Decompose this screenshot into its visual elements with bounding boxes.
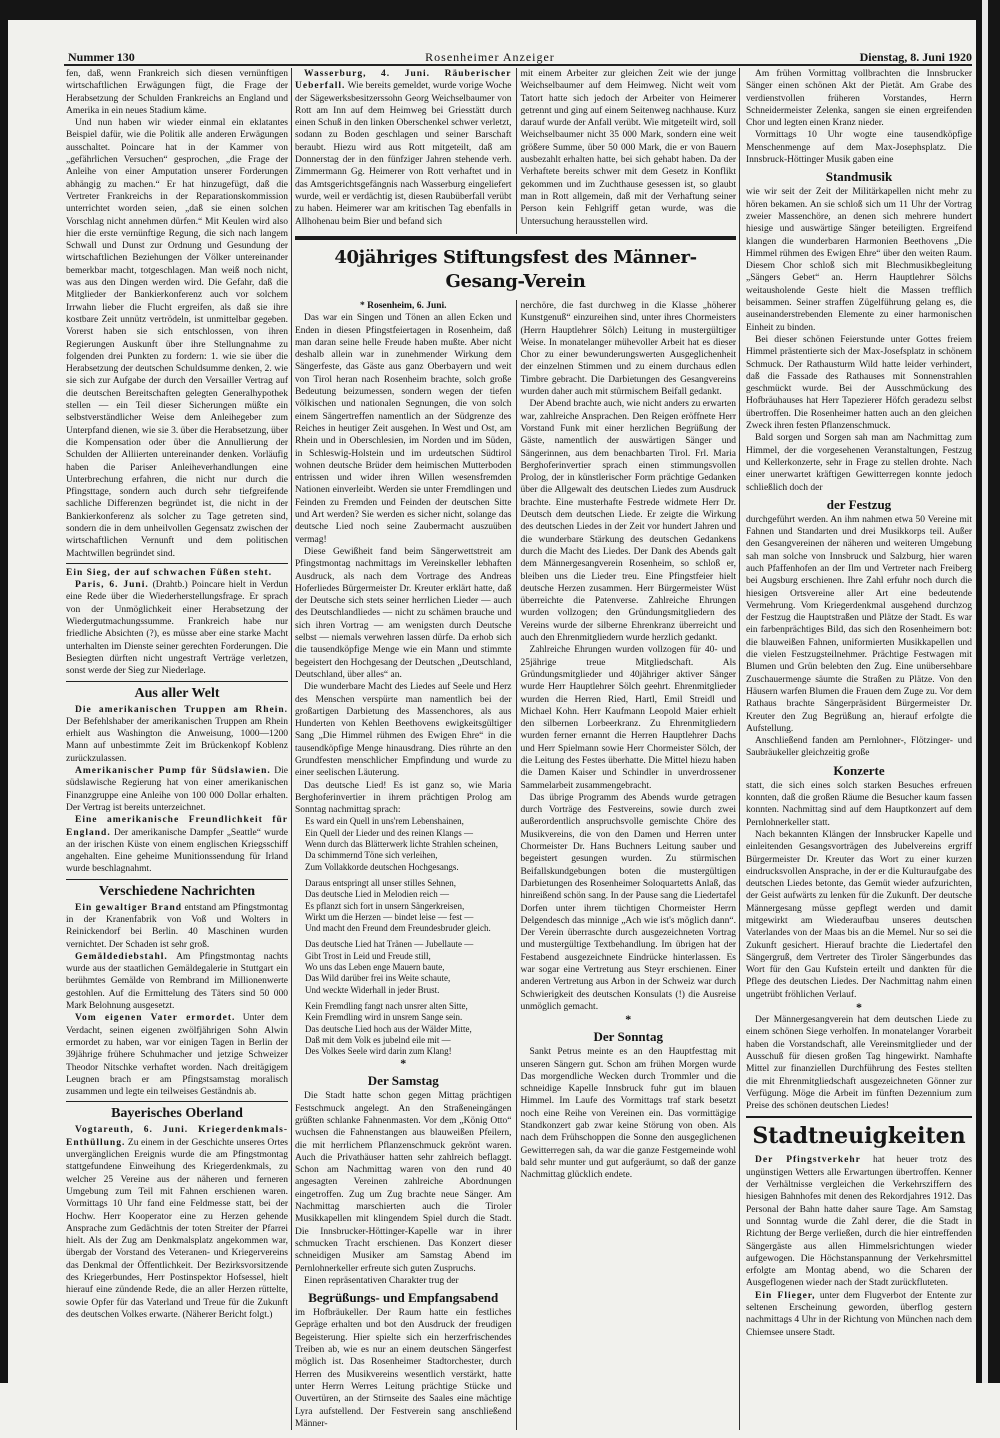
paragraph — [66, 117, 288, 560]
paragraph — [521, 398, 737, 644]
paragraph — [521, 300, 737, 398]
poem-line: Und weckte Widerhall in jeder Brust. — [305, 984, 440, 995]
paragraph-text: Der amerikanische Dampfer „Seattle“ wurde an der irischen Küste von einem englischen Kriegsschiff angehalten. Eine geheime Munitionssendung für Irland wurde beschlagnahmt. — [66, 827, 288, 875]
paragraph-text: durchgeführt werden. An ihm nahmen etwa 50 Vereine mit Fahnen und Standarten und drei Musikkorps teil. Außer den Gesangvereinen der näheren und weiteren Umgebung sah man solche von Innsbruck und Salzburg, hier waren auch Pfaffenhofen an der Ilm und Vertreter nach Freiberg bei Augsburg erschienen. Ihre Zahl erfuhr noch durch die hiesigen Ortsvereine aller Art eine bedeutende Vermehrung. Vom Kriegerdenkmal ausgehend durchzog der Festzug die Hauptstraßen und Plätze der Stadt. Es war ein farbenprächtiges Bild, das sich den Rosenheimern bot: die blauweißen Fahnen, uniformierten Musikkapellen und die vielen Festzugsteilnehmer. Prächtige Festwagen mit Blumen und Grün belebten den Zug. Eine unübersehbare Zuschauermenge säumte die Straßen zu Plätze. Von den Häusern warfen Blumen die Frauen dem Zuge zu. Vor dem Rathaus brachte Sängerpräsident Bürgermeister Dr. Kreuter den Zug Begrüßung an, hierauf erfolgte die Aufstellung. — [746, 514, 972, 734]
page-edge — [982, 0, 988, 1383]
paragraph — [66, 567, 288, 579]
poem-line: Daß mit dem Volk es jubelnd eile mit — — [305, 1034, 451, 1045]
paragraph-text: Der Abend brachte auch, wie nicht anders zu erwarten war, zahlreiche Ansprachen. Den Reigen eröffnete Herr Vorstand Funk mit einer herzlichen Begrüßung der Gäste, namentlich der auswärtigen Sänger und Sängerinnen, aus dem benachbarten Tirol. Frl. Maria Berghoferinvertier sprach einen stimmungsvollen Prolog, der in künstlerischer Form prächtige Gedanken über die Allgewalt des deutschen Liedes zum Ausdruck brachte. Eine musterhafte Festrede widmete Herr Dr. Deutsch dem deutschen Liede. Er zeigte die Wirkung des deutschen Liedes in der Zeit vor hundert Jahren und die wunderbare Stärkung des deutschen Gedankens durch die Macht des Liedes. Der Dank des Abends galt dem Männergesangverein Rosenheim, so schloß er, bleiben uns die Lieder treu. Eine Pfingstfeier hielt deutsche Herzen zusammen. Herr Bürgermeister Wüst überreichte die Patenverse. Zahlreiche Ehrungen wurden vollzogen; den Gründungsmitgliedern des Vereins wurde der silberne Ehrenkranz überreicht und auch den Ehrenmitgliedern wurde herzlich gedankt. — [520, 399, 736, 644]
paragraph-text: Unter dem Verdacht, seinen eigenen zwölfjährigen Sohn Alwin ermordet zu haben, war vor einigen Tagen in Berlin der 39jährige frühere Schuhmacher und jetzige Schweizer Theodor Nitschke verhaftet worden. Nach dreitägigem Leugnen brach er am Pfingstsamstag moralisch zusammen und legte ein teilweises Geständnis ab. — [66, 1013, 288, 1098]
paragraph — [66, 814, 288, 875]
paragraph-text: Am frühen Vormittag vollbrachten die Innsbrucker Sänger einen schönen Akt der Pietät. Am Grabe des verdienstvollen früheren Vorstandes, Herrn Schneidermeister Zelenka, sangen sie einen ergreifenden Chor und legten einen Kranz nieder. — [746, 69, 972, 129]
paragraph — [66, 765, 288, 814]
paragraph-text: Bald sorgen und Sorgen sah man am Nachmittag zum Himmel, der die vorgesehenen Veranstaltungen, Festzug und Kellerkonzerte, sehr in Frage zu stellen drohte. Nach einer unerwartet kräftigen Gewitterregen konnte jedoch schließlich doch der — [746, 433, 972, 493]
poem-line: Da schimmernd Töne sich verleihen, — [305, 850, 438, 861]
poem — [295, 816, 512, 1057]
paragraph — [521, 68, 737, 228]
paragraph-text: hat heuer trotz des ungünstigen Wetters alle Erwartungen übertroffen. Kenner der Verhältnisse vergleichen die Verkehrsziffern des hiesigen Bahnhofes mit denen des Rekordjahres 1912. Das Personal der Bahn hatte daher saure Tage. Am Samstag und Sonntag wurde die Zahl derer, die die Stadt in Richtung der Berge verließen, durch die hier eintreffenden Sängergäste aus allen Himmelsrichtungen wieder aufgewogen. Die Höchstanspannung der Verkehrsmittel erfolgte am Montag abend, wo die Scharen der Ausgeflogenen wieder nach der Stadt zurückfluteten. — [746, 1155, 973, 1289]
paragraph-text: Der Befehlshaber der amerikanischen Truppen am Rhein erhielt aus Washington die Anweisung, 1000—1200 Mann auf unbestimmte Zeit im Brückenkopf Koblenz zurückzulassen. — [66, 716, 288, 764]
paragraph — [746, 432, 972, 493]
middle-columns — [291, 68, 740, 1430]
paragraph-text: nerchöre, die fast durchweg in die Klasse „höherer Kunstgenuß“ einzureihen sind, unter ihres Chormeisters (Herrn Hauptlehrer Sölch) Leitung in mustergültiger Weise. In monatelanger mühevoller Arbeit hat es dieser Chor zu einer bewunderungswerten Ausgeglichenheit der einzelnen Stimmen und zu einem durchaus edlen Timbre gebracht. Die Darbietungen des Gesangvereins wurden daher auch mit stürmischem Beifall gedankt. — [520, 301, 736, 398]
scan-right-border — [976, 0, 1000, 1383]
paragraph — [66, 902, 288, 951]
paragraph-lead: Wasserburg, 4. Juni. Räuberischer Ueberfall. — [295, 69, 512, 92]
poem-line: Wo uns das Leben enge Mauern baute, — [305, 962, 445, 973]
poem-line: Wirkt um die Herzen — bindet leise — fest — — [305, 911, 474, 922]
paragraph-text: Der Männergesangverein hat dem deutschen Liede zu einem schönen Siege verholfen. In monatelanger Vorarbeit haben die Vorstandschaft, alle Vereinsmitglieder und der Ausschuß für diesen großen Tag hingewirkt. Namhafte Mittel zur finanziellen Durchführung des Festes stellten die mit Ehrenmitgliedschaft ausgezeichneten Gönner zur Verfügung. Möge die Arbeit im fünften Dezennium zum Preise des schönen deutschen Liedes! — [746, 1015, 972, 1112]
paragraph-text: Einen repräsentativen Charakter trug der — [304, 1275, 459, 1286]
paragraph-text: fen, daß, wenn Frankreich sich diesen vernünftigen wirtschaftlichen Erwägungen fügt, die Frage der Herabsetzung der Schulden Frankreichs an England und Amerika in ein neues Stadium käme. — [66, 69, 288, 116]
headline-rule — [295, 236, 736, 240]
paragraph-lead: Vom eigenen Vater ermordet. — [75, 1013, 236, 1024]
poem-line: Kein Fremdling wird in unsrem Sange sein. — [305, 1012, 463, 1023]
article-stiftungsfest-column-2 — [516, 300, 737, 1430]
stadtneuigkeiten-heading: Stadtneuigkeiten — [752, 1123, 966, 1150]
headline: 40jähriges Stiftungsfest des Männer-Gesang-Verein — [334, 247, 697, 292]
paragraph — [521, 1046, 737, 1181]
section-divider — [66, 1101, 288, 1102]
paragraph — [66, 68, 288, 117]
paragraph-lead: Die amerikanischen Truppen am Rhein. — [75, 704, 288, 715]
paragraph — [746, 1014, 972, 1112]
paragraph — [66, 951, 288, 1012]
paragraph-lead: Ein Sieg, der auf schwachen Füßen steht. — [66, 567, 273, 578]
poem-line: Das deutsche Lied hat Tränen — Jubellaute — — [305, 939, 474, 950]
paragraph-text: Und nun haben wir wieder einmal ein eklatantes Beispiel dafür, wie die Politik alle anderen Erwägungen ausschaltet. Poincare hat in der Kammer von „gefährlichen Versuchen“ gesprochen, „die Frage der Anleihe von einer Amputation unserer Forderungen abhängig zu machen.“ Er hat hinzugefügt, daß die Vertreter Frankreichs in der Reparationskommission unterrichtet worden seien, „daß sie einen solchen Vorschlag nicht annehmen dürfen.“ Mit Keulen wird also hier die erste vernünftige Regung, die sich nach langem Schwall und Dunst zur Ordnung und Gesundung der wirtschaftlichen Beziehungen der Völker untereinander bemerkbar macht, totgeschlagen. Man weiß noch nicht, was aus den Dingen werden wird. Die Gefahr, daß die Mitglieder der Bankierkonferenz auch vor solchem Irrwahn lieber die Flucht ergreifen, als daß sie ihre kostbare Zeit unnütz vertrödeln, ist unmittelbar gegeben. Vorerst haben sie sich entschlossen, von ihren Regierungen Auskunft über ihre Stellungnahme zu folgenden drei Punkten zu fordern: 1. wie sie über die Herabsetzung der deutschen Schuldsumme denken, 2. wie sie sich zur Aufgabe der durch den Versailler Vertrag auf die deutschen Bereitschaften gelegten Generalhypothek stellen — ein Teil dieser Sicherungen müßte ein selbstverständlicher Weise dem Anleihegeber zum Unterpfand dienen, wie sie 3. über die Herabsetzung, über die Kompensation oder über die Annullierung der Schulden der Alliierten untereinander denken. Vorläufig haben die Pariser Anleiheverhandlungen eine Unterbrechung erfahren, die nicht nur durch die Pfingsttage, sondern auch durch sehr tiefgreifende sachliche Differenzen begründet ist, die nicht in der Bankierkonferenz als solcher zu Tage getreten sind, sondern die in dem unheilvollen Gegensatz zwischen der wirtschaftlichen Vernunft und dem politischen Machtwillen begründet sind. — [66, 118, 288, 559]
poem-line: Ein Quell der Lieder und des reinen Klangs — — [305, 827, 473, 838]
section-heading: Bayerisches Oberland — [111, 1106, 243, 1122]
poem-line: Gibt Trost in Leid und Freude still, — [305, 950, 431, 961]
article-wasserburg-continued — [516, 68, 737, 234]
paragraph-text: entstand am Pfingstmontag in der Kranenfabrik von Voß und Wolters in Reinickendorf bei Berlin. 40 Maschinen wurden vernichtet. Der Schaden ist sehr groß. — [66, 902, 289, 950]
paragraph-lead: Amerikanischer Pump für Südslawien. — [75, 766, 271, 777]
paragraph — [66, 704, 288, 765]
paragraph — [295, 312, 512, 546]
section-heading: Standmusik — [825, 169, 893, 185]
paragraph — [746, 68, 972, 129]
paragraph-lead: Ein Flieger, — [755, 1290, 816, 1301]
article-wasserburg — [295, 68, 516, 234]
paragraph — [746, 186, 972, 334]
header-rule — [64, 64, 972, 66]
paragraph-text: Zu einem in der Geschichte unseres Ortes unvergänglichen Ereignis wurde die am Pfingstmontag stattgefundene Einweihung des Kriegerdenkmals, zu welcher 25 Vereine aus der näheren und ferneren Umgebung zum Teil mit Fahnen erschienen waren. Vormittags 10 Uhr fand eine Feldmesse statt, bei der Hochw. Herr Kooperator eine zu Herzen gehende Ansprache zum Gedächtnis der toten Streiter der Pfarrei hielt. Als der Zug am Denkmalsplatz angekommen war, übergab der Vorstand des Veteranen- und Kriegervereins das Denkmal der Öffentlichkeit. Der Bezirksvorsitzende des Kriegerbundes, Herr Postinspektor Hofsessel, hielt hierauf eine zündende Rede, die an aller Herzen rüttelte, sowie Opfer für das Vaterland und Treue für die Zukunft des deutschen Volkes erwarte. (Näherer Bericht folgt.) — [66, 1137, 288, 1320]
paragraph-text: Vormittags 10 Uhr wogte eine tausendköpfige Menschenmenge auf dem Max-Josephsplatz. Die Innsbruck-Höttinger Musik gaben eine — [746, 130, 972, 166]
paragraph — [746, 1154, 972, 1289]
section-divider — [66, 681, 288, 682]
paragraph — [295, 546, 512, 681]
issue-number: Nummer 130 — [68, 50, 135, 64]
paragraph — [746, 129, 972, 166]
poem-line: Das deutsche Lied hoch aus der Wälder Mitte, — [305, 1023, 472, 1034]
stiftungsfest-row — [295, 300, 736, 1430]
paragraph-text: Die wunderbare Macht des Liedes auf Seele und Herz des Menschen verspürte man namentlich bei der großartigen Darbietung des Massenchores, als aus Hunderten von Kehlen Beethovens ewigkeitsgültiger Sang „Die Himmel rühmen des Ewigen Ehre“ in die tausendköpfige Menge hinausdrang. Dies rührte an den Grundfesten menschlicher Empfindung und wurde zu einer seelischen Läuterung. — [295, 682, 512, 779]
section-heading: Der Samstag — [367, 1073, 439, 1089]
poem-line: Daraus entspringt all unser stilles Sehnen, — [305, 877, 456, 888]
scan-top-border — [0, 0, 1000, 20]
section-divider — [66, 563, 288, 564]
paragraph-text: Das übrige Programm des Abends wurde getragen durch Vorträge des Festvereins, sowie durch zwei außerordentlich anspruchsvolle gemischte Chöre des Musikvereins, die von den Damen und Herren unter Chormeister Dr. Hans Buchners Leitung sauber und begeistert gesungen wurden. Zu stürmischen Beifallskundgebungen boten die mustergültigen Darbietungen des Rosenheimer Soloquartetts Anlaß, das hinreißend schön sang. In der Pause sang die Liedertafel Dorfen unter ihrem tüchtigen Chormeister Herrn Delgendesch das minnige „Ach wie ist's möglich dann“. Der Verein überraschte durch ausgezeichneten Vortrag und mustergültige Textbehandlung. Im übrigen hat der Festabend ausgezeichnete Eindrücke hinterlassen. Es war sogar eine Vertretung aus Steyr erschienen. Einer anderen Vertretung aus Arbon in der Schweiz war durch Schwierigkeit des deutschen Konsulats (!) die Ausreise unmöglich gemacht. — [520, 792, 736, 1012]
paragraph-text: Das war ein Singen und Tönen an allen Ecken und Enden in diesen Pfingstfeiertagen in Rosenheim, daß man daran seine helle Freude haben mußte. Aber nicht deshalb allein war in zunehmender Wirkung dem Sängerfeste, das Gäste aus ganz Oberbayern und weit von Tirol heran nach Rosenheim brachte, solch große Bedeutung beizumessen, sondern wegen der tiefen völkischen und nationalen Segnungen, die von solch einem Sängertreffen namentlich an der Südgrenze des Reiches in heutiger Zeit ausgehen. In West und Ost, am Rhein und in Oberschlesien, im Norden und im Süden, in Schleswig-Holstein und im urdeutschen Südtirol wohnen deutsche Brüder dem heimischen Mutterboden entrissen und wider ihren Willen wesensfremden Nationen einverleibt. Werden sie unter Fremdlingen und Feinden zu Fremden und Feinden der deutschen Sitte und Art werden? Sie werden es sicher nicht, solange das deutsche Lied noch seine Zaubermacht auszuüben vermag! — [295, 313, 512, 545]
paragraph-text: Die Stadt hatte schon gegen Mittag prächtigen Festschmuck angelegt. An den Straßeneingängen grüßten schlanke Fahnenmasten. Vor dem „König Otto“ wuchsen die Fahnenstangen aus blauweißen Pfeilern, die mit herrlichem Pflanzenschmuck gekrönt waren. Auch die Privathäuser hatten sehr zahlreich beflaggt. Schon am Nachmittag waren von den rund 40 angesagten Vereinen zahlreiche Abordnungen eingetroffen. Zug um Zug brachte neue Sänger. Am Nachmittag marschierten auch die Tiroler Musikkapellen mit klingendem Spiel durch die Stadt. Die Innsbrucker-Höttinger-Kapelle war in ihrer schmucken Tracht erschienen. Das Konzert dieser schneidigen Musiker am Samstag Abend im Pernlohnerkeller erfreute sich guten Zuspruchs. — [295, 1091, 512, 1274]
scan-left-border — [0, 0, 8, 1383]
paragraph — [66, 1124, 288, 1321]
poem-line: Des Volkes Seele wird darin zum Klang! — [305, 1046, 452, 1057]
section-heading: Begrüßungs- und Empfangsabend — [308, 1290, 499, 1306]
paragraph-text: Wie bereits gemeldet, wurde vorige Woche der Sägewerksbesitzerssohn Georg Weichselbaumer von Rott am Inn auf dem Heimweg bei Griesstätt durch einen Schuß in den linken Oberschenkel schwer verletzt, sodann zu Boden geschlagen und seiner Barschaft beraubt. Hiezu wird aus Rott mitgeteilt, daß am Donnerstag der in den fünfziger Jahren stehende verh. Zimmermann Gg. Heimerer von Rott verhaftet und in das Amtsgerichtsgefängnis nach Wasserburg eingeliefert wurde, weil er verdächtig ist, diesen Raubüberfall verübt zu haben. Heimerer war am kritischen Tag ebenfalls in Allhohenau beim Bier und befand sich — [295, 81, 512, 227]
page-columns — [66, 68, 972, 1438]
paragraph-text: mit einem Arbeiter zur gleichen Zeit wie der junge Weichselbaumer auf dem Heimweg. Nicht weit vom Tatort hatte sich jedoch der Arbeiter von Heimerer getrennt und ging auf einem Seitenweg nachhause. Kurz darauf wurde der Anfall verübt. Wie mitgeteilt wird, soll Weichselbaumer nicht 35 000 Mark, sondern eine weit größere Summe, über 50 000 Mark, die er von Bauern ausbezahlt erhalten hatte, bei sich gehabt haben. Da der Verhaftete bereits schwer mit dem Gesetz in Konflikt gekommen und im Zuchthause gesessen ist, so glaubt man in Rott allgemein, daß mit der Verhaftung seiner Person kein Fehlgriff getan wurde, was die Untersuchung herausstellen wird. — [520, 69, 736, 227]
paragraph-text: Bei dieser schönen Feierstunde unter Gottes freiem Himmel prästentierte sich der Max-Josefsplatz in schönem Schmuck. Der Rathausturm Wild hatte leider verhindert, daß die Fassade des Rathauses mit Sonnenstrahlen geschmückt wurde. Bei der Ausschmückung des Hofbräuhauses hat Herr Tapezierer Höfch geradezu selbst übertroffen. Die Rosenheimer hatten auch an den gleichen Zweck ihren festen Pflanzenschmuck. — [746, 334, 972, 432]
article-stiftungsfest-column-1 — [295, 300, 516, 1430]
paragraph — [295, 1275, 512, 1287]
paragraph-text: Zahlreiche Ehrungen wurden vollzogen für 40- und 25jährige treue Mitgliedschaft. Als Gründungsmitglieder und 40jähriger aktiver Sänger wurde Herr Hauptlehrer Sölch geehrt. Ehrenmitglieder wurden die Herren Ried, Hartl, Emil Streidl und Michael Kohn. Herr Kaufmann Leopold Maier erhielt den silbernen Lorbeerkranz. Zu Ehrenmitgliedern wurden ferner ernannt die Herren Hauptlehrer Dachs und Herr Spielmann sowie Herr Chormeister Sölch, der die Leitung des Festes überhatte. Die Mittel hiezu haben die Damen Kaiser und Schindler in unverdrossener Sammelarbeit zusammengebracht. — [520, 645, 736, 791]
paragraph-lead: Ein gewaltiger Brand — [75, 902, 183, 913]
section-divider — [66, 879, 288, 880]
section-heading: der Festzug — [826, 496, 892, 512]
right-column — [743, 68, 972, 1430]
paragraph — [295, 681, 512, 779]
paragraph-lead: Vogtareuth, 6. Juni. Kriegerdenkmals-Enthüllung. — [66, 1125, 288, 1148]
paragraph-text: statt, die sich eines solch starken Besuches erfreuen konnten, daß die großen Räume die Besucher kaum fassen konnten. Nachmittag sind auf dem Hauptkonzert auf dem Pernlohnerkeller statt. — [746, 780, 972, 828]
paragraph — [746, 735, 972, 760]
newspaper-title: Rosenheimer Anzeiger — [425, 50, 555, 64]
paragraph — [295, 68, 512, 228]
paragraph — [746, 829, 972, 1001]
asterisk-divider: * — [400, 1056, 407, 1071]
poem-line: Es pflanzt sich fort in unsern Sängerkreisen, — [305, 900, 465, 911]
issue-date: Dienstag, 8. Juni 1920 — [859, 50, 972, 64]
paragraph — [295, 1307, 512, 1430]
poem-line: Wenn durch das Blätterwerk lichte Strahlen scheinen, — [305, 839, 498, 850]
paragraph-text: Am Pfingstmontag nachts wurde aus der staatlichen Gemäldegalerie in Stuttgart ein berühmtes Gemälde von Rembrand im Millionenwerte gestohlen. Auf die Ermittelung des Täters sind 50 000 Mark Belohnung ausgesetzt. — [66, 951, 288, 1012]
section-heading: Aus aller Welt — [134, 685, 220, 701]
paragraph-text: wie wir seit der Zeit der Militärkapellen nicht mehr zu hören bekamen. An sie schloß sich um 11 Uhr der Vortrag zweier Massenchöre, an denen sich mehrere hundert hiesige und auswärtige Sänger beteiligten. Ergreifend klangen die wunderbaren Harmonien Beethovens „Die Himmel rühmen des Ewigen Ehre“ über den weiten Raum. Diesem Chor schloß sich mit Blechmusikbegleitung „Sängers Gebet“ an. Herrn Hauptlehrer Sölchs weitausholende Geste hielt die Massen trefflich beisammen. Seiner straffen Zügelführung gelang es, die auseinanderstrebenden Elemente zu einer harmonischen Einheit zu binden. — [746, 187, 972, 333]
paragraph — [746, 514, 972, 735]
paragraph — [521, 792, 737, 1013]
stadtneuigkeiten-column — [746, 1154, 972, 1338]
section-heading: Der Sonntag — [593, 1029, 663, 1045]
paragraph-text: unter dem Flugverbot der Entente zur seltenen Erscheinung geworden, überflog gestern nachmittags 4 Uhr in der Richtung von München nach dem Chiemsee unsere Stadt. — [746, 1290, 973, 1338]
paragraph-text: im Hofbräukeller. Der Raum hatte ein festliches Gepräge erhalten und bot den Ausdruck der freudigen Begeisterung. Hier spielte sich ein herzerfrischendes Treiben ab, wie es nur an einem deutschen Sängerfest möglich ist. Das Rosenheimer Stadtorchester, durch Herren des Musikvereins wesentlich verstärkt, hatte unter Herrn Werres Leitung prächtige Stücke und Ouvertüren, an der Stirnseite des Saales eine mächtige Lyra aufstellend. Der Festverein sang anschließend Männer- — [295, 1308, 512, 1429]
poem-line: Das Wild darüber frei ins Weite schaute, — [305, 973, 451, 984]
paragraph — [746, 1290, 972, 1339]
paragraph-text: Anschließend fanden am Pernlohner-, Flötzinger- und Saubräukeller gleichzeitig große — [746, 736, 972, 759]
poem-line: Kein Fremdling fangt nach unsrer alten Sitte, — [305, 1000, 468, 1011]
paragraph — [66, 1012, 288, 1098]
paragraph-text: Das deutsche Lied! Es ist ganz so, wie Maria Berghoferinvertier in ihrem prächtigen Prolog am Sonntag nachmittag sprach: — [295, 780, 512, 816]
paragraph-text: Sankt Petrus meinte es an den Hauptfesttag mit unseren Sängern gut. Schon am frühen Morgen wurde Das morgendliche Wecken durch Trommler und die schneidige Kapelle Innsbruck fuhr gut im blauen Himmel. Im Laufe des Vormittags traf stark besetzt noch eine Reihe von Vereinen ein. Das vormittägige Standkonzert gab zwar keine Störung von oben. Als nach dem Frühschoppen die Sonne den ausgeglichenen Gewitterregen sah, da war die ganze Festgemeinde wohl bald sehr munter und gut aufgeräumt, so daß der ganze Nachmittag glücklich endete. — [520, 1047, 736, 1181]
paragraph — [66, 579, 288, 677]
article-stiftungsfest-column-3 — [746, 68, 972, 1112]
column-1 — [66, 68, 288, 1430]
paragraph-text: (Drahtb.) Poincare hielt in Verdun eine Rede über die Wiederherstellungsfrage. Er sprach von der Unmöglichkeit einer Herabsetzung der Wiedergutmachungssumme. Frankreich habe nur friedliche Absichten (?), es müsse aber eine starke Macht unterhalten im Dienste seiner gerechten Forderungen. Die Besiegten dürften nicht ungestraft Verträge verletzen, sonst werde der Sieg zur Niederlage. — [66, 580, 289, 677]
section-heading: Konzerte — [833, 762, 885, 778]
paragraph-text: Diese Gewißheit fand beim Sängerwettstreit am Pfingstmontag nachmittags im Vereinskeller lebhaften Ausdruck, als nach dem Vortrage des Andreas Hoferliedes Bürgermeister Dr. Kreuter erklärt hatte, daß der Deutsche sich stets seiner herrlichen Lieder — auch des Deutschlandliedes — nicht zu schämen brauche und sich ihren Vortrag — am wenigsten durch Deutsche selbst — niemals verwehren lassen dürfe. Da erhob sich die tausendköpfige Menge wie ein Mann und stimmte begeistert den Hochgesang der Deutschen „Deutschland, Deutschland, über alles“ an. — [295, 546, 512, 680]
paragraph-text: Die südslawische Regierung hat von einer amerikanischen Finanzgruppe eine Anleihe von 100 000 Dollar erhalten. Der Vertrag ist bereits unterzeichnet. — [66, 766, 288, 813]
paragraph-lead: Der Pfingstverkehr — [755, 1155, 861, 1166]
paragraph — [521, 644, 737, 792]
paragraph — [295, 780, 512, 817]
paragraph-lead: Paris, 6. Juni. — [75, 580, 149, 591]
section-rule — [746, 1116, 972, 1118]
poem-line: Und macht den Freund dem Freundesbruder gleich. — [305, 923, 491, 934]
paragraph-lead: Eine amerikanische Freundlichkeit für England. — [66, 815, 288, 838]
wasserburg-row — [295, 68, 736, 234]
poem-line: Zum Vollakkorde deutschen Hochgesangs. — [305, 861, 459, 872]
poem-line: Es ward ein Quell in uns'rem Lebenshainen, — [305, 816, 464, 827]
paragraph-lead: Gemäldediebstahl. — [75, 951, 168, 962]
paragraph — [746, 334, 972, 432]
section-heading: Verschiedene Nachrichten — [98, 883, 256, 899]
asterisk-divider: * — [856, 1000, 862, 1015]
poem-line: Das deutsche Lied in Melodien reich — — [305, 889, 449, 900]
paragraph — [746, 780, 972, 829]
paragraph-text: Nach bekannten Klängen der Innsbrucker Kapelle und einleitenden Gesangsvorträgen des Jubelvereins ergriff Bürgermeister Dr. Kreuter das Wort zu einer kurzen eindrucksvollen Ansprache, in der er die Kulturaufgabe des deutschen Liedes betonte, das Gemüt wieder aufzurichten, der Geist aufwärts zu lenken für die Zukunft. Der deutsche Männergesang müsse gepflegt werden und damit mitgewirkt am Wiederaufbau unseres deutschen Vaterlandes von der Maas bis an die Memel. Nur so sei die Zukunft gesichert. Hierauf brachte die Liedertafel den Sängergruß, dem Vertreter des Tiroler Sängerbundes das Wort für den Gau Kufstein erteilt und dankten für die Pflege des deutschen Liedes. Der Nachmittag nahm einen ungetrübt fröhlichen Verlauf. — [746, 829, 972, 1000]
dateline: * Rosenheim, 6. Juni. — [359, 301, 447, 311]
paragraph — [295, 1090, 512, 1274]
asterisk-divider: * — [625, 1012, 632, 1027]
